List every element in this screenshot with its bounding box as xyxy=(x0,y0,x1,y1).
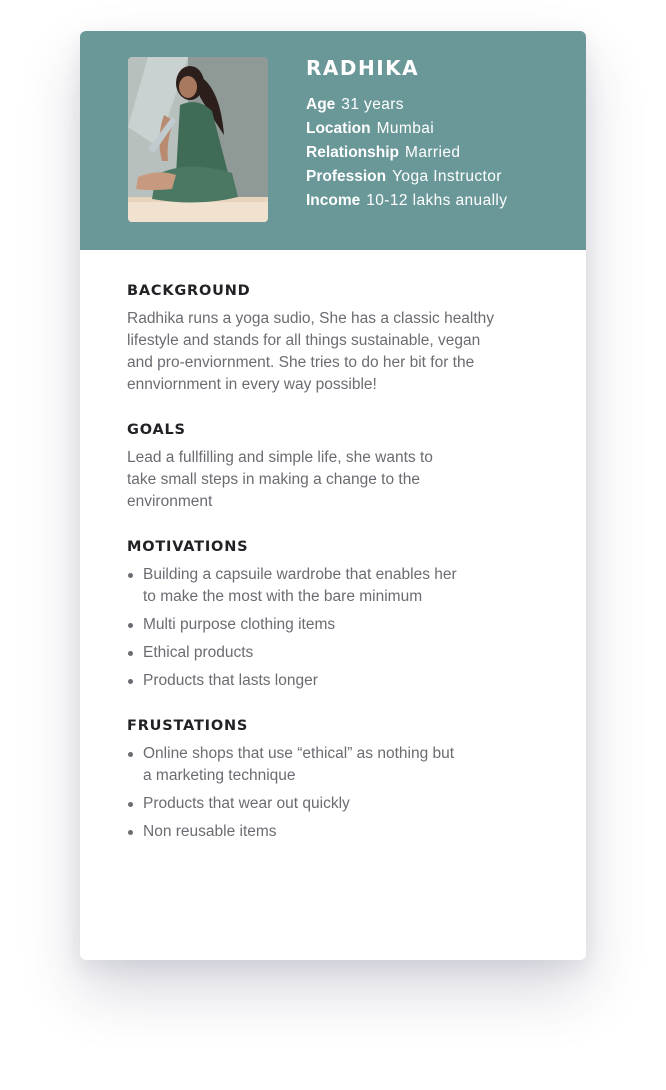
bullet-icon xyxy=(128,651,133,656)
detail-label: Income xyxy=(306,192,361,209)
item-text: Online shops that use “ethical” as nothing but xyxy=(143,745,455,762)
detail-value: Yoga Instructor xyxy=(392,168,502,185)
text-line: take small steps in making a change to the xyxy=(127,471,420,488)
bullet-icon xyxy=(128,752,133,757)
text-line: environment xyxy=(127,493,213,510)
section-title: BACKGROUND xyxy=(127,283,251,299)
motivations-section xyxy=(127,537,547,692)
bullet-icon xyxy=(128,573,133,578)
text-line: Lead a fullfilling and simple life, she wants to xyxy=(127,449,433,466)
detail-income xyxy=(306,189,507,213)
bullet-icon xyxy=(128,802,133,807)
list-item xyxy=(127,743,547,787)
item-text: to make the most with the bare minimum xyxy=(143,588,423,605)
detail-value: Married xyxy=(405,144,461,161)
frustations-section xyxy=(127,716,547,843)
detail-location xyxy=(306,117,507,141)
section-title: GOALS xyxy=(127,422,186,438)
background-section xyxy=(127,281,547,396)
list-item xyxy=(127,670,547,692)
text-line: lifestyle and stands for all things sustainable, vegan xyxy=(127,332,481,349)
list-item xyxy=(127,614,547,636)
persona-info xyxy=(306,55,507,213)
detail-label: Relationship xyxy=(306,144,400,161)
bullet-icon xyxy=(128,623,133,628)
list-item xyxy=(127,793,547,815)
detail-label: Profession xyxy=(306,168,387,185)
text-line: ennviornment in every way possible! xyxy=(127,376,377,393)
bullet-icon xyxy=(128,830,133,835)
list-item xyxy=(127,642,547,664)
detail-relationship xyxy=(306,141,507,165)
detail-label: Age xyxy=(306,96,336,113)
item-text: Ethical products xyxy=(143,644,254,661)
detail-value: 31 years xyxy=(341,96,404,113)
background-text xyxy=(127,308,547,396)
persona-photo xyxy=(128,57,268,222)
text-line: and pro-enviornment. She tries to do her bit for the xyxy=(127,354,475,371)
item-text: Products that wear out quickly xyxy=(143,795,350,812)
detail-value: Mumbai xyxy=(376,120,435,137)
goals-text xyxy=(127,447,547,513)
section-title: MOTIVATIONS xyxy=(127,539,249,555)
item-text: a marketing technique xyxy=(143,767,296,784)
detail-age xyxy=(306,93,507,117)
item-text: Products that lasts longer xyxy=(143,672,318,689)
persona-card xyxy=(80,31,586,960)
goals-section xyxy=(127,420,547,513)
motivations-list xyxy=(127,564,547,692)
item-text: Multi purpose clothing items xyxy=(143,616,336,633)
persona-name: RADHIKA xyxy=(306,56,420,80)
item-text: Non reusable items xyxy=(143,823,277,840)
persona-content xyxy=(127,281,547,867)
persona-header xyxy=(80,31,586,250)
section-title: FRUSTATIONS xyxy=(127,718,249,734)
detail-value: 10-12 lakhs anually xyxy=(366,192,508,209)
item-text: Building a capsuile wardrobe that enables her xyxy=(143,566,457,583)
list-item xyxy=(127,564,547,608)
frustations-list xyxy=(127,743,547,843)
bullet-icon xyxy=(128,679,133,684)
text-line: Radhika runs a yoga sudio, She has a classic healthy xyxy=(127,310,495,327)
detail-label: Location xyxy=(306,120,371,137)
list-item xyxy=(127,821,547,843)
detail-profession xyxy=(306,165,507,189)
